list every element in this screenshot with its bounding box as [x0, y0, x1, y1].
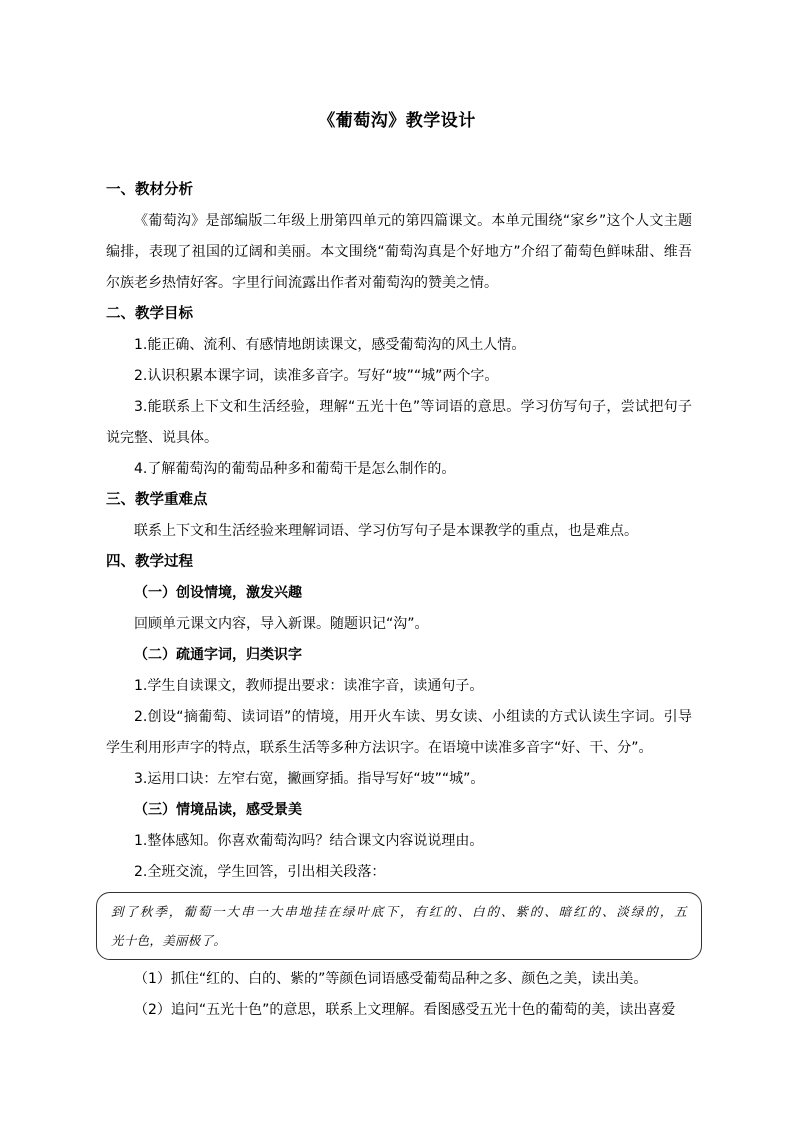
subsection-heading: （二）疏通字词，归类识字: [134, 647, 302, 663]
quoted-passage-box: [96, 892, 702, 960]
paragraph-line: 尔族老乡热情好客。字里行间流露出作者对葡萄沟的赞美之情。: [106, 275, 498, 291]
section-heading: 四、教学过程: [106, 554, 193, 570]
paragraph-line: 2.认识积累本课字词，读准多音字。写好“坡”“城”两个字。: [134, 368, 499, 384]
paragraph-line: （2）追问“五光十色”的意思，联系上文理解。看图感受五光十色的葡萄的美，读出喜爱: [134, 1002, 676, 1018]
paragraph-line: 1.整体感知。你喜欢葡萄沟吗？结合课文内容说说理由。: [134, 833, 484, 849]
paragraph-line: 1.能正确、流利、有感情地朗读课文，感受葡萄沟的风土人情。: [134, 337, 526, 353]
paragraph-line: 联系上下文和生活经验来理解词语、学习仿写句子是本课教学的重点，也是难点。: [134, 523, 638, 539]
document-title: 《葡萄沟》教学设计: [318, 111, 476, 131]
paragraph-line: 2.创设“摘葡萄、读词语”的情境，用开火车读、男女读、小组读的方式认读生字词。引导: [134, 709, 692, 725]
paragraph-line: 编排，表现了祖国的辽阔和美丽。本文围绕“葡萄沟真是个好地方”介绍了葡萄色鲜味甜、维吾: [106, 244, 692, 260]
section-heading: 二、教学目标: [106, 306, 193, 322]
section-heading: 一、教材分析: [106, 182, 193, 198]
paragraph-line: 回顾单元课文内容，导入新课。随题识记“沟”。: [134, 616, 429, 632]
document-body: [106, 175, 692, 1026]
subsection-heading: （一）创设情境，激发兴趣: [134, 585, 302, 601]
paragraph-line: 3.能联系上下文和生活经验，理解“五光十色”等词语的意思。学习仿写句子，尝试把句子: [134, 399, 692, 415]
subsection-heading: （三）情境品读，感受景美: [134, 802, 302, 818]
quote-line: 到了秋季，葡萄一大串一大串地挂在绿叶底下，有红的、白的、紫的、暗红的、淡绿的，五: [111, 904, 687, 919]
paragraph-line: 1.学生自读课文，教师提出要求：读准字音，读通句子。: [134, 678, 484, 694]
paragraph-line: 《葡萄沟》是部编版二年级上册第四单元的第四篇课文。本单元围绕“家乡”这个人文主题: [134, 213, 692, 229]
paragraph-line: 2.全班交流，学生回答，引出相关段落：: [134, 864, 386, 880]
section-heading: 三、教学重难点: [106, 492, 208, 508]
quote-line: 光十色，美丽极了。: [111, 933, 227, 948]
paragraph-line: 说完整、说具体。: [106, 430, 218, 446]
paragraph-line: 学生利用形声字的特点，联系生活等多种方法识字。在语境中读准多音字“好、干、分”。: [106, 740, 653, 756]
paragraph-line: （1）抓住“红的、白的、紫的”等颜色词语感受葡萄品种之多、颜色之美，读出美。: [134, 971, 648, 987]
paragraph-line: 4.了解葡萄沟的葡萄品种多和葡萄干是怎么制作的。: [134, 461, 456, 477]
paragraph-line: 3.运用口诀：左窄右宽，撇画穿插。指导写好“坡”“城”。: [134, 771, 485, 787]
